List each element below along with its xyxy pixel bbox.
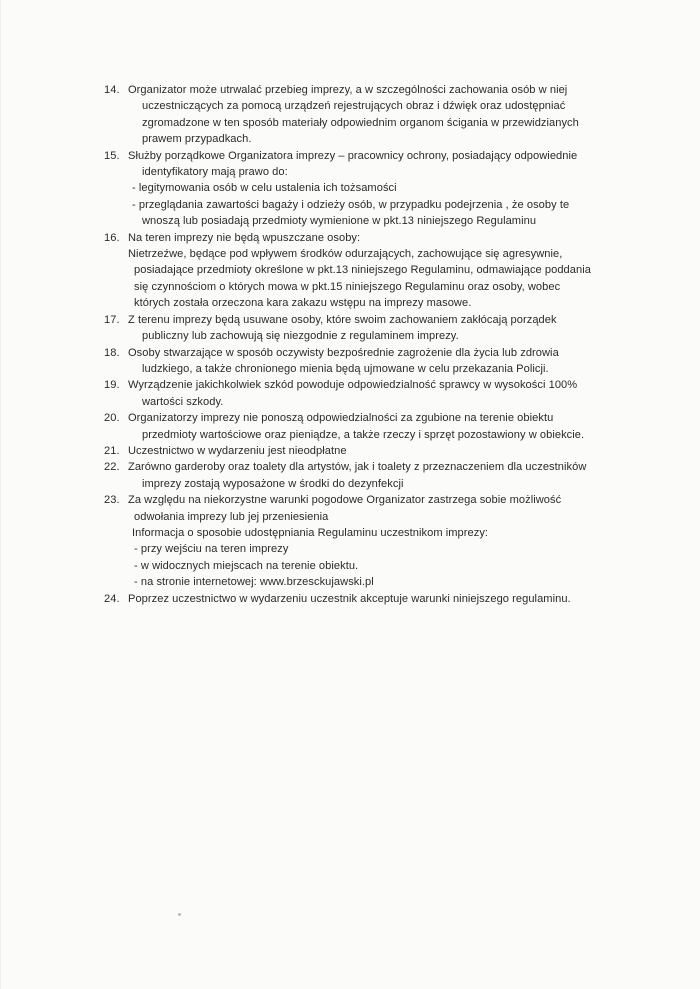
item-number: 16.	[104, 231, 120, 244]
item-text	[128, 82, 644, 148]
item-line: Służby porządkowe Organizatora imprezy – pracownicy ochrony, posiadający odpowiednie	[128, 149, 578, 162]
item-line: Za względu na niekorzystne warunki pogodowe Organizator zastrzega sobie możliwość	[128, 494, 562, 507]
item-line: - legitymowania osób w celu ustalenia ich tożsamości	[132, 182, 397, 195]
item-text	[128, 443, 644, 459]
item-number: 20.	[104, 412, 120, 425]
item-line: Osoby stwarzające w sposób oczywisty bezpośrednie zagrożenie dla życia lub zdrowia	[128, 346, 559, 359]
item-number: 24.	[104, 592, 120, 605]
item-line: Wyrządzenie jakichkolwiek szkód powoduje odpowiedzialność sprawcy w wysokości 100%	[128, 379, 578, 392]
item-line: publiczny lub zachowują się niezgodnie z regulaminem imprezy.	[142, 330, 459, 343]
item-text	[128, 345, 644, 378]
item-text	[128, 492, 644, 590]
regulations-list	[104, 82, 644, 607]
item-text	[128, 591, 644, 607]
item-line: identyfikatory mają prawo do:	[142, 166, 288, 179]
item-number: 18.	[104, 346, 120, 359]
item-number: 21.	[104, 444, 120, 457]
regulation-item-22	[104, 459, 644, 492]
item-line: Organizator może utrwalać przebieg imprezy, a w szczególności zachowania osób w niej	[128, 84, 568, 96]
item-line: - przy wejściu na teren imprezy	[134, 543, 289, 556]
item-line: ludzkiego, a także chronionego mienia będą ujmowane w celu przekazania Policji.	[142, 362, 549, 375]
item-number: 15.	[104, 149, 120, 162]
item-number: 14.	[104, 84, 120, 96]
regulation-item-14	[104, 82, 644, 148]
item-line: wartości szkody.	[142, 395, 224, 408]
item-line: posiadające przedmioty określone w pkt.13 niniejszego Regulaminu, odmawiające poddania	[134, 264, 591, 277]
item-line: odwołania imprezy lub jej przeniesienia	[134, 510, 329, 523]
item-line: Organizatorzy imprezy nie ponoszą odpowiedzialności za zgubione na terenie obiektu	[128, 412, 554, 425]
regulation-item-18	[104, 345, 644, 378]
item-text	[128, 230, 644, 312]
item-number: 23.	[104, 494, 120, 507]
item-number: 17.	[104, 313, 120, 326]
item-line: Zarówno garderoby oraz toalety dla artystów, jak i toalety z przeznaczeniem dla uczestników	[128, 461, 587, 474]
regulation-item-23	[104, 492, 644, 590]
item-line: przedmioty wartościowe oraz pieniądze, a także rzeczy i sprzęt pozostawiony w obiekcie.	[142, 428, 585, 441]
item-line: Na teren imprezy nie będą wpuszczane osoby:	[128, 231, 361, 244]
item-number: 22.	[104, 461, 120, 474]
regulation-item-17	[104, 312, 644, 345]
item-line: Z terenu imprezy będą usuwane osoby, które swoim zachowaniem zakłócają porządek	[128, 313, 557, 326]
item-text	[128, 410, 644, 443]
item-line: - w widocznych miejscach na terenie obiektu.	[134, 559, 359, 572]
item-line: których została orzeczona kara zakazu wstępu na imprezy masowe.	[134, 297, 472, 310]
regulation-item-19	[104, 377, 644, 410]
item-number: 19.	[104, 379, 120, 392]
regulation-item-21	[104, 443, 644, 459]
item-line: - na stronie internetowej: www.brzesckujawski.pl	[134, 576, 374, 589]
regulation-item-20	[104, 410, 644, 443]
scan-speck	[178, 913, 181, 916]
item-line: wnoszą lub posiadają przedmioty wymienione w pkt.13 niniejszego Regulaminu	[142, 215, 537, 228]
scan-edge	[0, 0, 1, 989]
regulation-item-16	[104, 230, 644, 312]
regulation-item-24	[104, 591, 644, 607]
item-line: uczestniczących za pomocą urządzeń rejestrujących obraz i dźwięk oraz udostępniać	[142, 100, 566, 113]
item-line: prawem przypadkach.	[142, 133, 252, 146]
item-line: się czynnościom o których mowa w pkt.15 niniejszego Regulaminu oraz osoby, wobec	[134, 280, 561, 293]
item-line: Informacja o sposobie udostępniania Regulaminu uczestnikom imprezy:	[132, 526, 489, 539]
item-line: Nietrzeźwe, będące pod wpływem środków odurzających, zachowujące się agresywnie,	[128, 248, 563, 261]
regulation-item-15	[104, 148, 644, 230]
item-text	[128, 148, 644, 230]
item-text	[128, 459, 644, 492]
item-line: imprezy zostają wyposażone w środki do dezynfekcji	[142, 477, 404, 490]
item-line: Poprzez uczestnictwo w wydarzeniu uczestnik akceptuje warunki niniejszego regulaminu.	[128, 592, 571, 605]
item-line: - przeglądania zawartości bagaży i odzieży osób, w przypadku podejrzenia , że osoby te	[132, 198, 570, 211]
item-text	[128, 312, 644, 345]
item-line: Uczestnictwo w wydarzeniu jest nieodpłatne	[128, 444, 347, 457]
item-line: zgromadzone w ten sposób materiały odpowiednim organom ścigania w przewidzianych	[142, 116, 579, 129]
item-text	[128, 377, 644, 410]
